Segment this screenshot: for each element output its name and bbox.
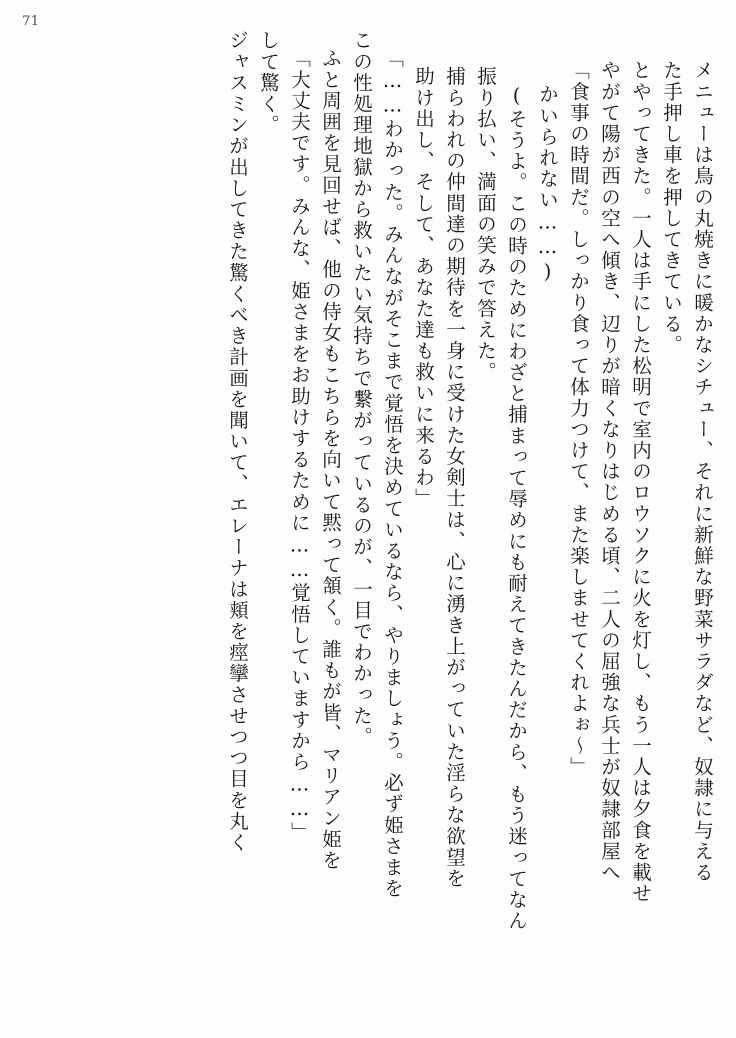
text-column: ジャスミンが出してきた驚くべき計画を聞いて、エレーナは頬を痙攣させつつ目を丸く: [226, 30, 249, 853]
text-column: た手押し車を押してきている。: [660, 60, 683, 356]
text-column: やがて陽が西の空へ傾き、辺りが暗くなりはじめる頃、二人の屈強な兵士が奴隷部屋へ: [598, 60, 621, 883]
text-column: 「食事の時間だ。しっかり食って体力つけて、また楽しませてくれよぉ～」: [567, 60, 590, 778]
text-column: 捕らわれの仲間達の期待を一身に受けた女剣士は、心に湧き上がっていた淫らな欲望を: [443, 66, 466, 889]
text-column: メニューは鳥の丸焼きに暖かなシチュー、それに新鮮な野菜サラダなど、奴隷に与える: [691, 60, 714, 883]
text-column: して驚く。: [257, 30, 280, 136]
text-column: (そうよ。この時のためにわざと捕まって辱めにも耐えてきたんだから、もう迷ってなん: [505, 84, 528, 932]
vertical-text-body: [46, 30, 712, 1016]
page-number: 71: [22, 14, 40, 29]
text-column: ふと周囲を見回せば、他の侍女もこちらを向いて黙って頷く。誰もが皆、マリアン姫を: [319, 48, 342, 871]
text-column: 助け出し、そして、あなた達も救いに来るわ」: [412, 66, 435, 510]
text-column: 「……わかった。みんながそこまで覚悟を決めているなら、やりましょう。必ず姫さまを: [381, 48, 404, 899]
text-column: 「大丈夫です。みんな、姫さまをお助けするために……覚悟していますから……」: [288, 48, 311, 843]
text-column: この性処理地獄から救いたい気持ちで繋がっているのが、一目でわかった。: [350, 30, 373, 748]
text-column: かいられない……): [536, 84, 559, 285]
text-column: とやってきた。一人は手にした松明で室内のロウソクに火を灯し、もう一人は夕食を載せ: [629, 60, 652, 904]
text-column: 振り払い、満面の笑みで答えた。: [474, 66, 497, 383]
